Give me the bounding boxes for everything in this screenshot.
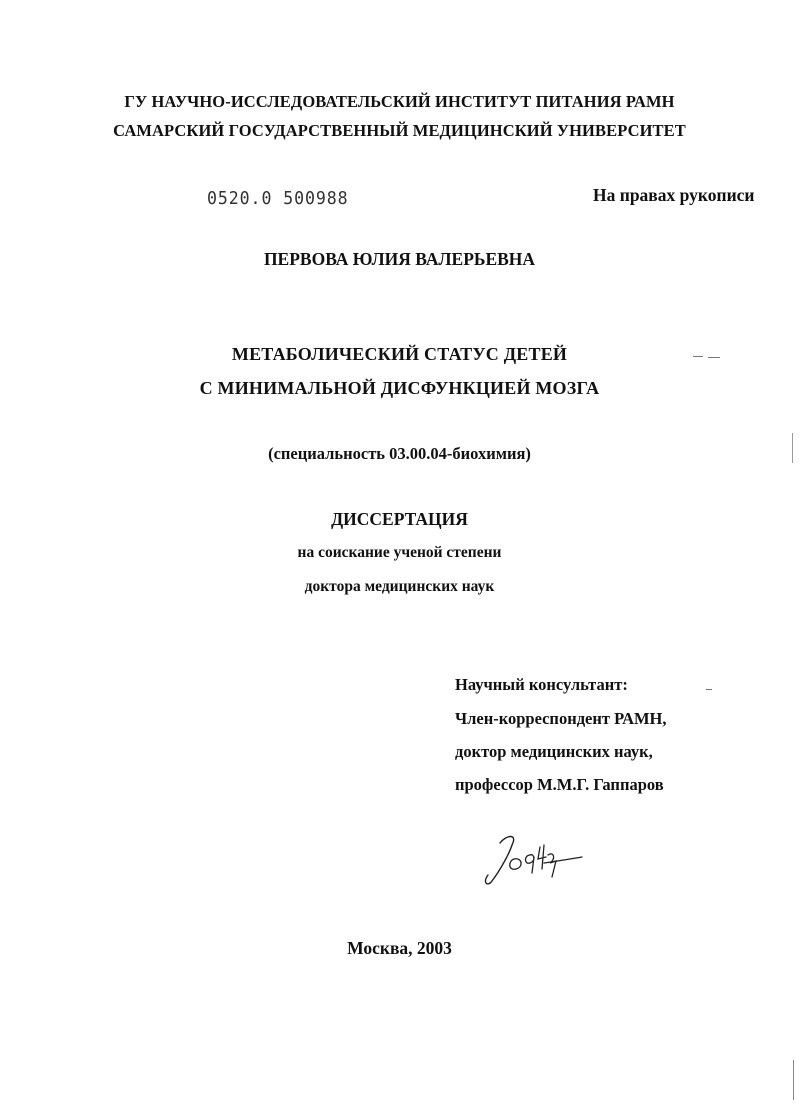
title-line-1: МЕТАБОЛИЧЕСКИЙ СТАТУС ДЕТЕЙ <box>231 344 568 364</box>
rights-note: На правах рукописи <box>593 185 755 205</box>
registry-code: 0520.0 500988 <box>207 188 349 209</box>
specialty: (специальность 03.00.04-биохимия) <box>268 444 531 463</box>
advisor-name: профессор М.М.Г. Гаппаров <box>455 775 664 794</box>
title-line-2: С МИНИМАЛЬНОЙ ДИСФУНКЦИЕЙ МОЗГА <box>199 378 600 398</box>
advisor-title-1: Член-корреспондент РАМН, <box>455 709 667 728</box>
degree-purpose-line-1: на соискание ученой степени <box>297 544 502 561</box>
handwritten-signature <box>478 825 588 895</box>
institution-line-2: САМАРСКИЙ ГОСУДАРСТВЕННЫЙ МЕДИЦИНСКИЙ УНИВЕРСИТЕТ <box>113 121 686 140</box>
scan-edge-mark <box>793 1060 794 1100</box>
document-type: ДИССЕРТАЦИЯ <box>331 509 468 529</box>
degree-purpose-line-2: доктора медицинских наук <box>304 578 495 595</box>
advisor-title-2: доктор медицинских наук, <box>455 742 653 761</box>
author-name: ПЕРВОВА ЮЛИЯ ВАЛЕРЬЕВНА <box>263 249 536 269</box>
advisor-heading: Научный консультант: <box>455 675 628 694</box>
city-year: Москва, 2003 <box>347 938 452 958</box>
scan-speck <box>693 356 703 357</box>
scan-edge-mark <box>792 433 793 463</box>
institution-line-1: ГУ НАУЧНО-ИССЛЕДОВАТЕЛЬСКИЙ ИНСТИТУТ ПИТАНИЯ РАМН <box>124 92 675 111</box>
scan-speck <box>708 357 720 358</box>
scan-speck <box>706 689 712 690</box>
